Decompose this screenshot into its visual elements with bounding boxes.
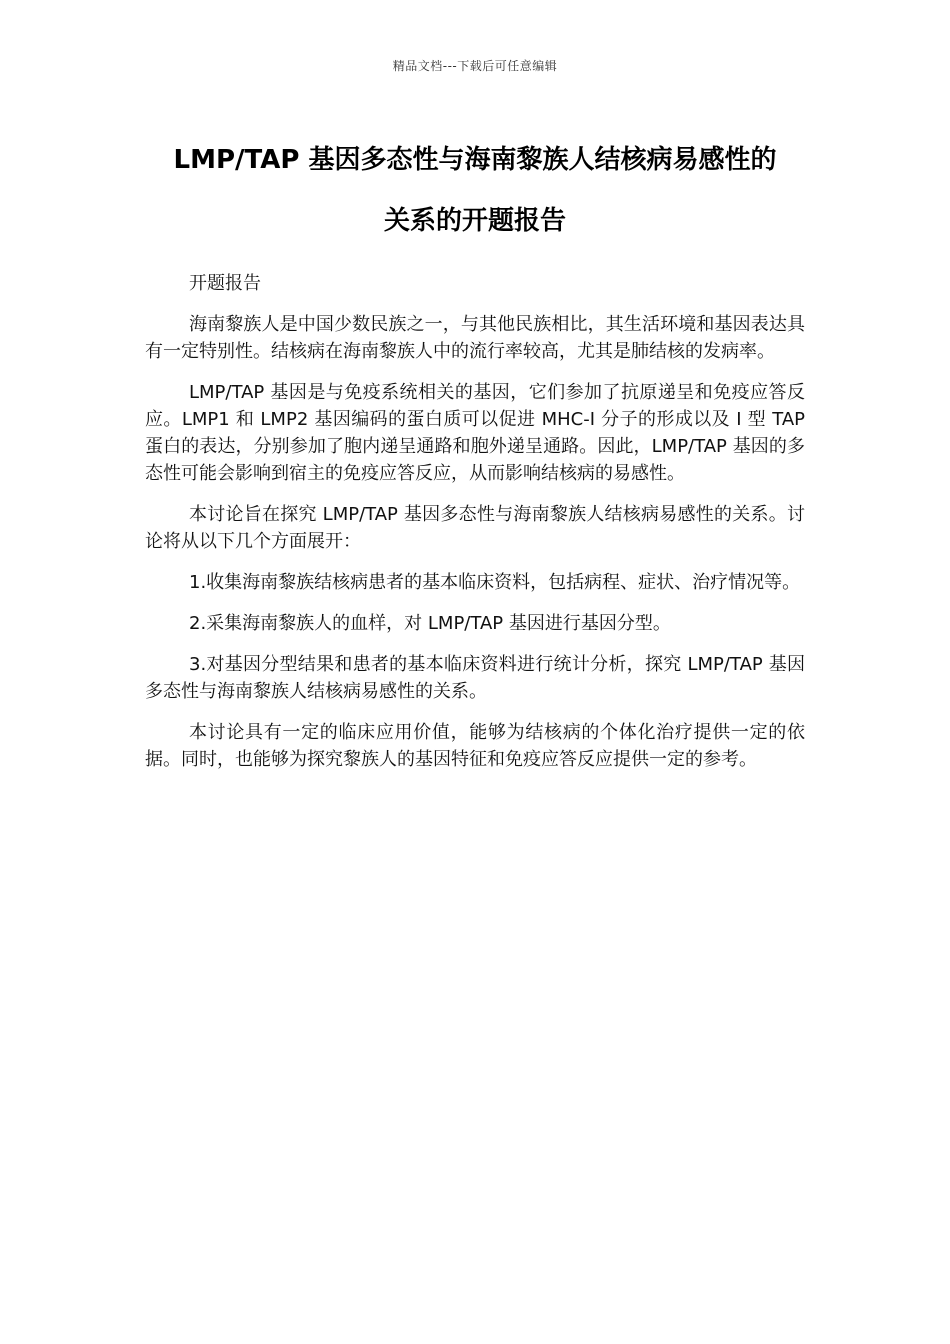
header-note: 精品文档---下载后可任意编辑 xyxy=(392,59,558,73)
title-line-1: LMP/TAP 基因多态性与海南黎族人结核病易感性的 xyxy=(173,145,777,175)
document-title xyxy=(120,130,830,252)
list-item: 2.采集海南黎族人的血样，对 LMP/TAP 基因进行基因分型。 xyxy=(189,613,671,634)
paragraph: LMP/TAP 基因是与免疫系统相关的基因，它们参加了抗原递呈和免疫应答反应。LMP1 和 LMP2 基因编码的蛋白质可以促进 MHC-I 分子的形成以及 I 型 TAP 蛋白的表达，分别参加了胞内递呈通路和胞外递呈通路。因此，LMP/TAP 基因的多态性可能会影响到宿主的免疫应答反应，从而影响结核病的易感性。 xyxy=(145,382,805,484)
list-item: 3.对基因分型结果和患者的基本临床资料进行统计分析，探究 LMP/TAP 基因多态性与海南黎族人结核病易感性的关系。 xyxy=(145,654,805,702)
title-line-2: 关系的开题报告 xyxy=(383,206,566,236)
paragraph-heading: 开题报告 xyxy=(189,273,261,294)
document-body xyxy=(145,270,805,787)
paragraph: 本讨论具有一定的临床应用价值，能够为结核病的个体化治疗提供一定的依据。同时，也能够为探究黎族人的基因特征和免疫应答反应提供一定的参考。 xyxy=(145,722,805,770)
paragraph: 本讨论旨在探究 LMP/TAP 基因多态性与海南黎族人结核病易感性的关系。讨论将从以下几个方面展开： xyxy=(145,504,805,552)
list-item: 1.收集海南黎族结核病患者的基本临床资料，包括病程、症状、治疗情况等。 xyxy=(189,572,801,593)
paragraph: 海南黎族人是中国少数民族之一，与其他民族相比，其生活环境和基因表达具有一定特别性。结核病在海南黎族人中的流行率较高，尤其是肺结核的发病率。 xyxy=(145,314,805,362)
